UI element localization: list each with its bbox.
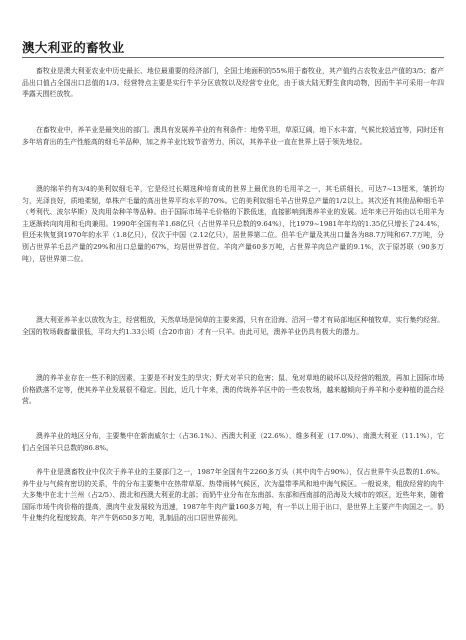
- paragraph-1: 畜牧业是澳大利亚农业中历史最长、地位最重要的经济部门，全国土地面积的55%用于畜牧业，其产值约占农牧业总产值的3/5；畜产品出口值占全国出口总值的1/3。经营特点主要是实行牛羊分区放牧以及经营专业化，由于该大陆无野生食肉动物，因而牛羊可采用一年四季露天围栏放牧。: [22, 67, 444, 99]
- title-divider: [22, 57, 444, 58]
- paragraph-4: 澳大利亚养羊业以放牧为主，经营粗放，天然草场是饲草的主要来源，只有在沿海、沿河一带才有局部地区种植牧草，实行集约经营。全国的牧场载畜量很低，平均大约1.33公顷（合20市亩）才有一只羊。由此可见，澳养羊业仍具有极大的潜力。: [22, 316, 444, 336]
- page-title: 澳大利亚的畜牧业: [22, 40, 125, 55]
- paragraph-6: 澳养羊业的地区分布，主要集中在新南威尔士（占36.1%）、西澳大利亚（22.6%）、维多利亚（17.0%）、南澳大利亚（11.1%），它们占全国羊只总数的86.8%。: [22, 432, 444, 452]
- paragraph-7: 养牛业是澳畜牧业中仅次于养羊业的主要部门之一，1987年全国有牛2260多万头（其中肉牛占90%），仅占世界牛头总数的1.6%。养牛业与气候有密切的关系，牛的分布主要集中在热带草原、热带雨林气候区，次为温带季风和地中海气候区。一般说来，粗放经营的肉牛大多集中在北十兰州（占2/5）、澳北和西澳大利亚的北部；而奶牛业分布在东南部、东部和西南部的沿海及大城市的郊区，近些年来，随着国际市场牛肉价格的提高，澳肉牛业发展较为迅速，1987年牛肉产量160多万吨，有一半以上用于出口，是世界上主要产牛肉国之一。奶牛业集约化程度较高，年产牛奶650多万吨，乳制品的出口居世界前列。: [22, 468, 444, 523]
- paragraph-3: 澳的绵羊约有3/4的美利奴细毛羊，它是经过长期选种培育成的世界上最优良的毛用羊之一，其毛质细长，可达7~13厘米，皱折均匀，光泽良好，质地柔韧，单株产毛量的高出世界平均水平的70%。它的美利奴细毛羊占世界总产量的1/2以上。其次还有其他品种细毛羊（考利代、波尔华斯）及肉用杂种羊等品种。由于国际市场羊毛价格的下跌低迷，直接影响到澳养羊业的发展。近年来已开始由以毛用羊为主逐渐转向肉用和毛肉兼用。1990年全国有羊1.68亿只（占世界羊只总数的9.64%），比1979~1981年年均的1.35亿只增长了24.4%，但还未恢复到1970年的水平（1.8亿只），仅次于中国（2.12亿只），居世界第二位。但羊毛产量及其出口量各为88.7万吨和67.7万吨，分别占世界羊毛总产量的29%和出口总量的67%，均居世界首位。羊肉产量60多万吨，占世界羊肉总产量的9.1%，次于原苏联（90多万吨），居世界第二位。: [22, 185, 444, 263]
- paragraph-2: 在畜牧业中，养羊业是最突出的部门。澳具有发展养羊业的有利条件：地势平坦，草原辽阔，地下水丰富，气候比较适宜等，同时还有多年培育出的生产性能高的细毛羊品种，加之养羊业比较节省劳力，所以，其养羊业一直在世界上居于领先地位。: [22, 126, 444, 146]
- paragraph-5: 澳的养羊业存在一些不利的因素，主要是不时发生的旱灾；野犬对羊只的危害；鼠、兔对草地的破坏以及经营的粗放，再加上国际市场价格跌落不定等，使其养羊业发展很不稳定。因此，近几十年来，澳的传统养羊区中的一些农牧场，越来越倾向于养羊和小麦种植的混合经营。: [22, 374, 444, 406]
